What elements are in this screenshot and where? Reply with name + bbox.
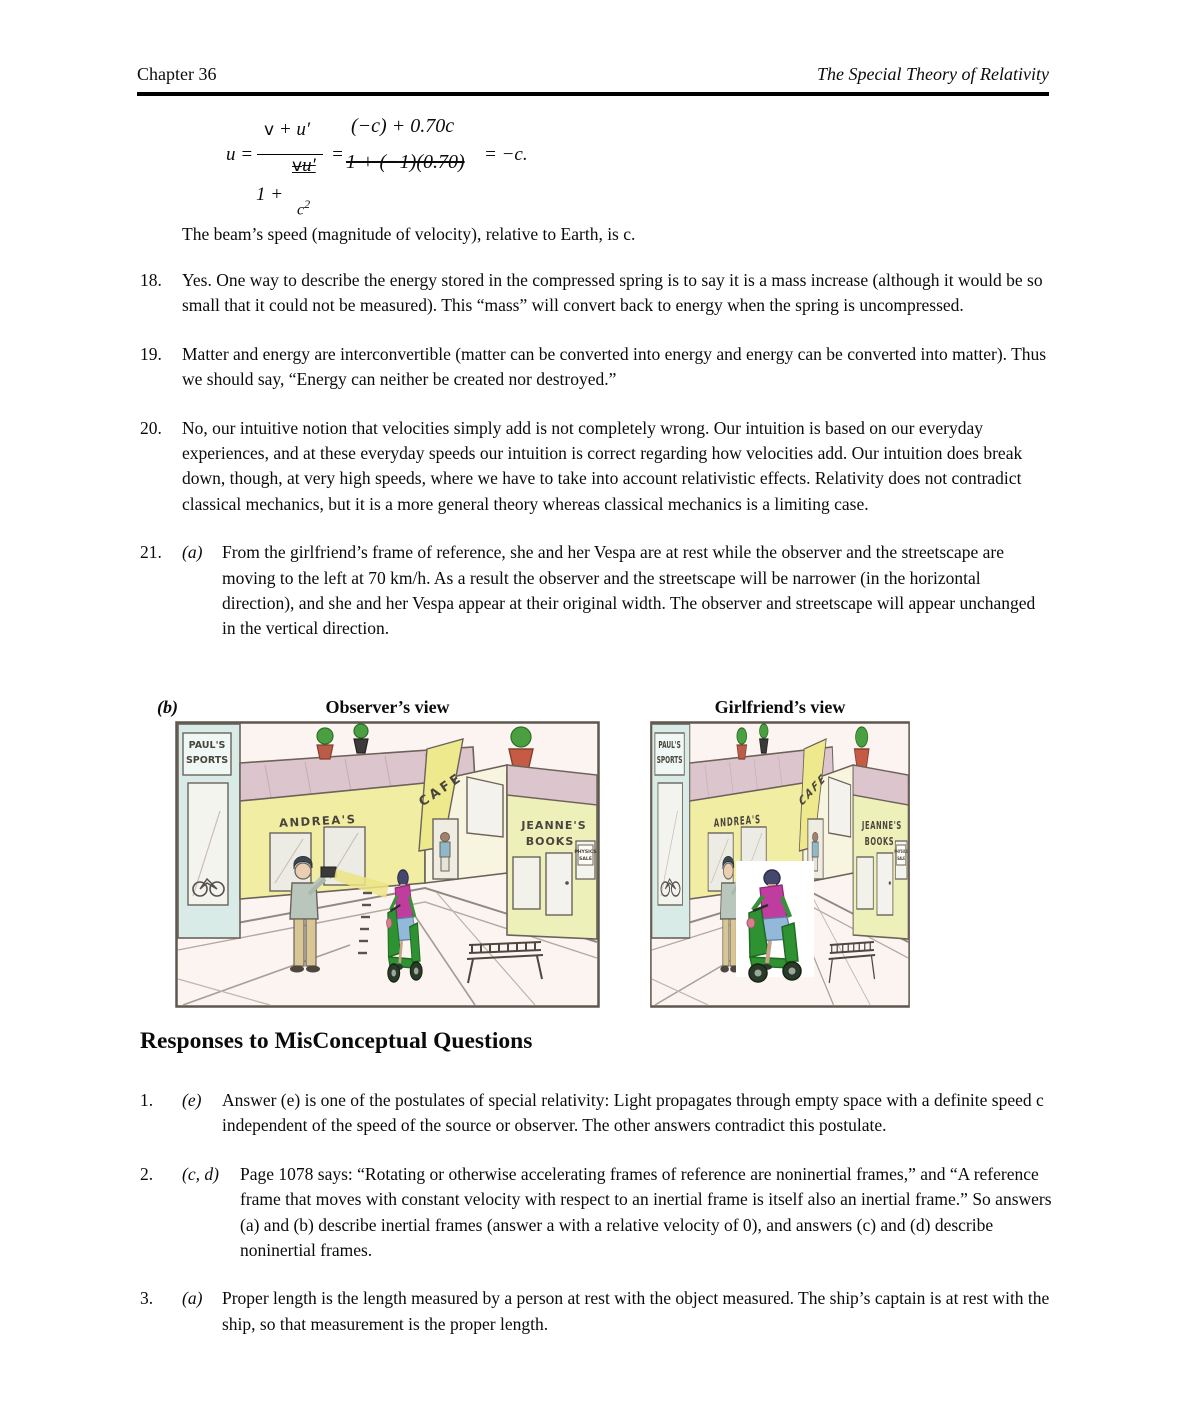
list-item xyxy=(140,1162,1052,1264)
item-number: 20. xyxy=(140,417,162,438)
girlfriend-view-caption: Girlfriend’s view xyxy=(714,697,846,717)
equation-numerator2: (−c) + 0.70c xyxy=(351,115,455,137)
section-heading: Responses to MisConceptual Questions xyxy=(140,1028,533,1054)
item-number: 18. xyxy=(140,270,162,290)
velocity-addition-equation xyxy=(140,114,700,226)
equation-nested-numerator: vu′ xyxy=(292,155,316,176)
item-part-label: (a) xyxy=(182,1288,203,1309)
item-number: 19. xyxy=(140,343,162,364)
equation-numerator1: v + u′ xyxy=(264,119,311,140)
item-text: Proper length is the length measured by a person at rest with the object measured. The ship’s captain is at rest with the ship, so that measurement is the proper length. xyxy=(222,1288,1050,1334)
observer-view-illustration xyxy=(175,721,600,1008)
item-number: 21. xyxy=(140,542,162,563)
list-item xyxy=(140,268,1052,319)
list-item xyxy=(140,1088,1052,1139)
equation-result: = −c. xyxy=(484,144,528,165)
girlfriend-view-illustration xyxy=(650,721,910,1008)
item-text: No, our intuitive notion that velocities simply add is not completely wrong. Our intuition is based on our everyday experiences, and at these everyday speeds our intuition is correct regarding how velocities add. Our intuition does break down, though, at very high speeds, where we have to take into account relativistic effects. Relativity does not contradict classical mechanics, but it is a more general theory whereas classical mechanics is a limiting case. xyxy=(182,417,1023,514)
misconceptual-answers-list xyxy=(140,1088,1052,1337)
page-header xyxy=(137,64,1049,96)
item-number: 2. xyxy=(140,1163,154,1184)
figure-illustrations xyxy=(175,721,910,1008)
item-part-label: (e) xyxy=(182,1090,202,1110)
chapter-label: Chapter 36 xyxy=(137,64,217,84)
item-part-label: (a) xyxy=(182,542,203,563)
list-item xyxy=(140,416,1052,518)
list-item xyxy=(140,1286,1052,1337)
item-part-label: (c, d) xyxy=(182,1163,219,1184)
figure-part-label: (b) xyxy=(157,697,178,717)
figure-captions xyxy=(140,697,1052,721)
equation-lhs: u = xyxy=(226,144,254,165)
item-number: 3. xyxy=(140,1288,154,1309)
item-text: Yes. One way to describe the energy stored in the compressed spring is to say it is a mass increase (although it would be so small that it could not be measured). This “mass” will convert back to energy when the spring is uncompressed. xyxy=(182,270,1043,316)
item-text: Matter and energy are interconvertible (matter can be converted into energy and energy can be converted into matter). Thus we should say, “Energy can neither be created nor destroyed.” xyxy=(182,343,1047,390)
equation-nested-denominator: $c^2$ xyxy=(297,197,311,219)
equation-caption: The beam’s speed (magnitude of velocity), relative to Earth, is c. xyxy=(182,224,636,244)
item-text: From the girlfriend’s frame of reference, she and her Vespa are at rest while the observer and the streetscape are moving to the left at 70 km/h. As a result the observer and the streetscape will be narrower (in the horizontal direction), and she and her Vespa appear at their original width. The observer and streetscape will appear unchanged in the vertical direction. xyxy=(222,542,1036,639)
equation-denominator-prefix: 1 + xyxy=(256,184,284,205)
equation-denominator2: 1 + (−1)(0.70) xyxy=(346,151,465,173)
conceptual-answers-list xyxy=(140,268,1052,642)
equation-equals: = xyxy=(331,144,344,165)
observer-view-caption: Observer’s view xyxy=(325,697,450,717)
item-text: Page 1078 says: “Rotating or otherwise accelerating frames of reference are noninertial frames,” and “A reference frame that moves with constant velocity with respect to an inertial frame is itself also an inertial frame.” So answers (a) and (b) describe inertial frames (answer a with a relative velocity of 0), and answers (c) and (d) describe noninertial frames. xyxy=(240,1163,1052,1261)
chapter-title: The Special Theory of Relativity xyxy=(817,64,1049,84)
item-text: Answer (e) is one of the postulates of special relativity: Light propagates through empty space with a definite speed c independent of the speed of the source or observer. The other answers contradict this postulate. xyxy=(222,1090,1044,1136)
list-item xyxy=(140,540,1052,642)
item-number: 1. xyxy=(140,1090,154,1110)
list-item xyxy=(140,342,1052,393)
